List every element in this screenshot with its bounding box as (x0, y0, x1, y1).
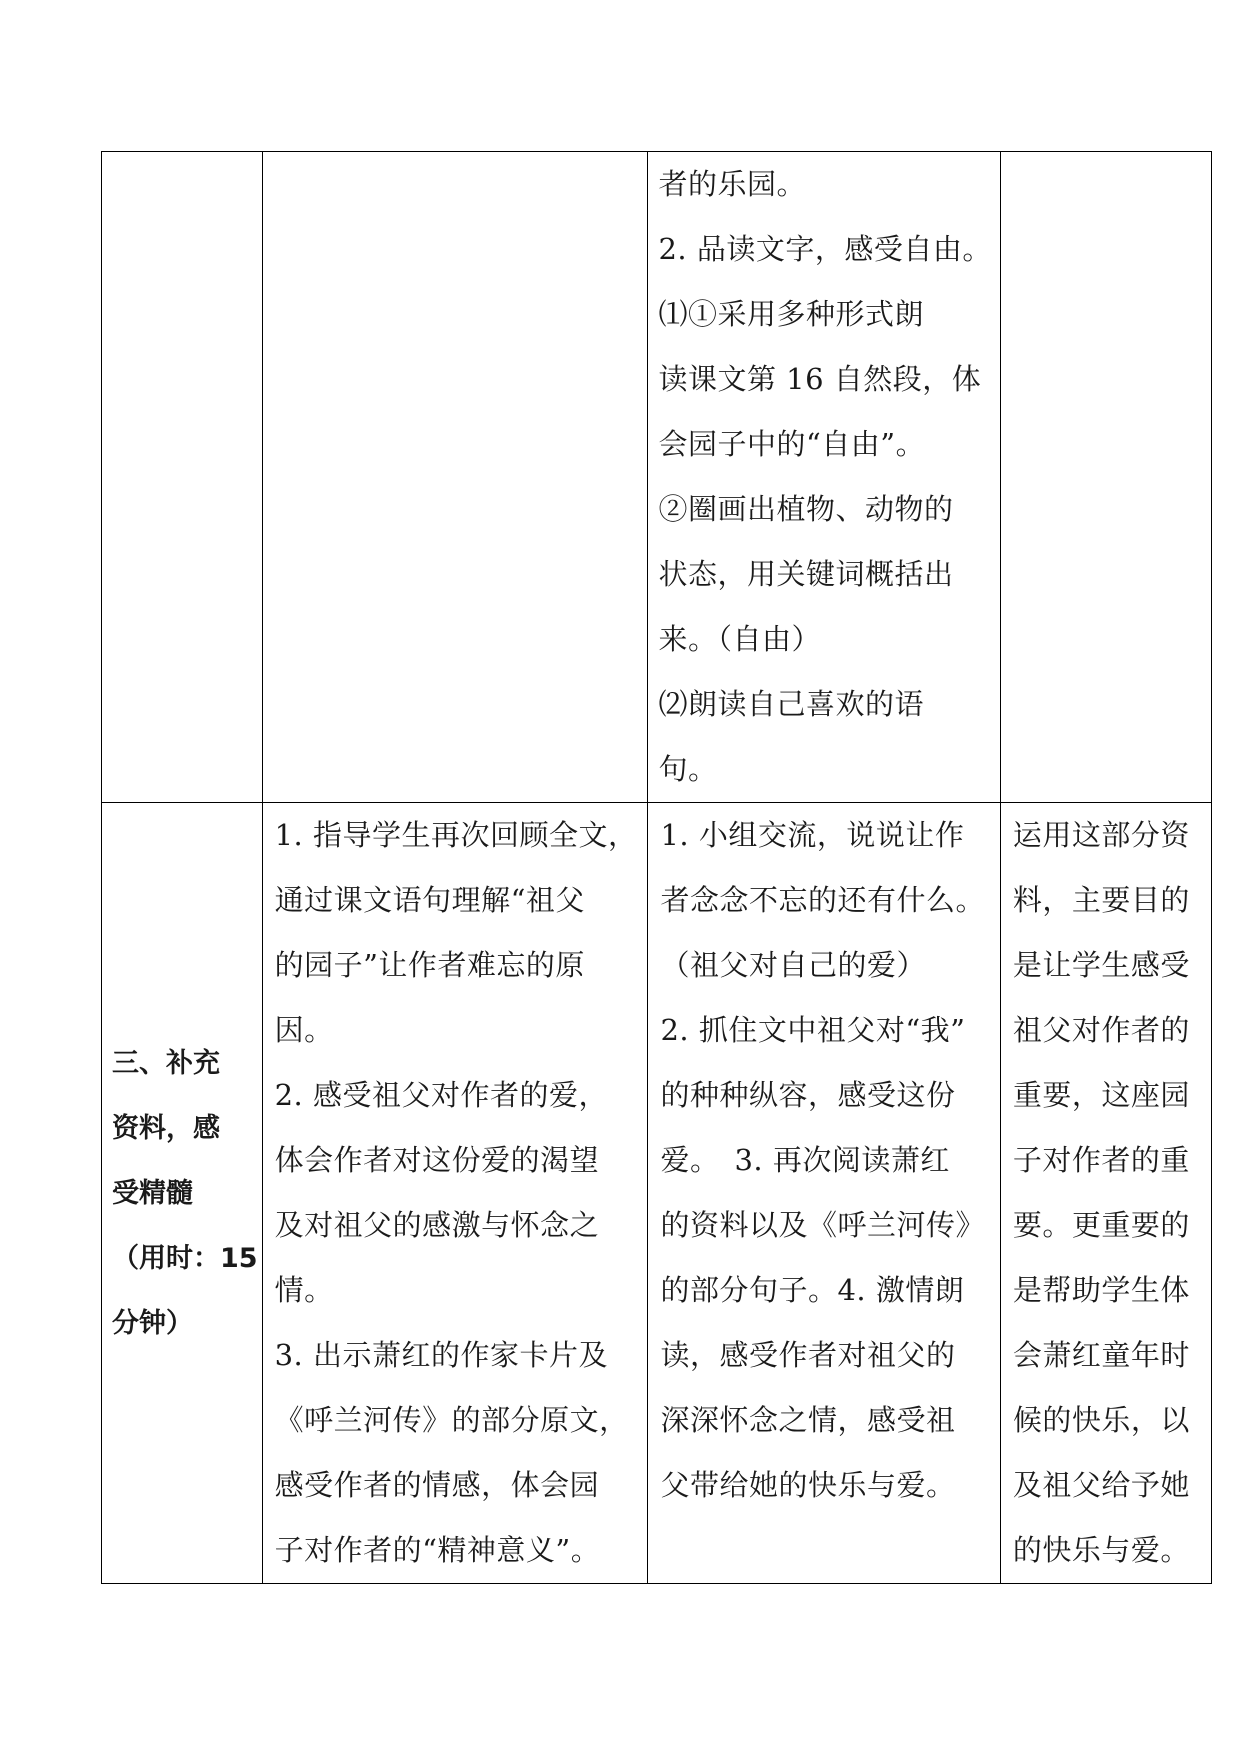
text-line: 重要，这座园 (1012, 1078, 1190, 1112)
text-line: 来。（自由） (658, 622, 821, 656)
text-line: 是让学生感受 (1012, 948, 1190, 982)
stage-title (102, 1031, 262, 1356)
text-line: 的部分句子。4. 激情朗 (660, 1273, 965, 1307)
stage-cell-empty (102, 152, 263, 803)
text-line: 情。 (274, 1273, 334, 1307)
text-line: 2. 抓住文中祖父对“我” (660, 1013, 966, 1047)
text-line: 爱。 3. 再次阅读萧红 (660, 1143, 950, 1177)
text-line: ⑴①采用多种形式朗 (658, 297, 924, 331)
text-line: 感受作者的情感，体会园 (274, 1468, 600, 1502)
table-row (102, 803, 1212, 1584)
text-line: ②圈画出植物、动物的 (658, 492, 954, 526)
text-line: ⑵朗读自己喜欢的语 (658, 687, 924, 721)
text-line: 会园子中的“自由”。 (658, 427, 926, 461)
text-line: 子对作者的重 (1012, 1143, 1190, 1177)
text-line: 因。 (274, 1013, 334, 1047)
text-line: 要。更重要的 (1012, 1208, 1190, 1242)
student-activity-cell (648, 152, 1000, 803)
text-line: 《呼兰河传》的部分原文， (274, 1403, 629, 1437)
text-line: 者念念不忘的还有什么。 (660, 883, 985, 917)
student-activity-text (648, 803, 999, 1518)
text-line: 料，主要目的 (1012, 883, 1190, 917)
text-line: 读课文第 16 自然段，体 (658, 362, 982, 396)
text-line: 的资料以及《呼兰河传》 (660, 1208, 985, 1242)
text-line: 会萧红童年时 (1012, 1338, 1190, 1372)
teacher-activity-text (263, 803, 648, 1583)
text-line: 的快乐与爱。 (1012, 1533, 1190, 1567)
table-row (102, 152, 1212, 803)
teacher-activity-cell (262, 803, 648, 1584)
text-line: 通过课文语句理解“祖父 (274, 883, 585, 917)
text-line: （祖父对自己的爱） (660, 948, 926, 982)
stage-title-line: 受精髓 (112, 1177, 193, 1209)
stage-title-line: 资料，感 (112, 1112, 220, 1144)
text-line: 状态，用关键词概括出 (658, 557, 954, 591)
text-line: 句。 (658, 752, 718, 786)
text-line: 1. 指导学生再次回顾全文， (274, 818, 638, 852)
stage-title-line: 分钟） (112, 1307, 193, 1339)
student-activity-cell (648, 803, 1000, 1584)
text-line: 的种种纵容，感受这份 (660, 1078, 956, 1112)
text-line: 3. 出示萧红的作家卡片及 (274, 1338, 608, 1372)
text-line: 2. 感受祖父对作者的爱， (274, 1078, 608, 1112)
text-line: 的园子”让作者难忘的原 (274, 948, 585, 982)
stage-title-line: （用时：15 (112, 1242, 258, 1274)
text-line: 祖父对作者的 (1012, 1013, 1190, 1047)
text-line: 深深怀念之情，感受祖 (660, 1403, 956, 1437)
text-line: 读，感受作者对祖父的 (660, 1338, 956, 1372)
design-intent-cell-empty (1000, 152, 1211, 803)
text-line: 及祖父给予她 (1012, 1468, 1190, 1502)
text-line: 候的快乐，以 (1012, 1403, 1190, 1437)
text-line: 子对作者的“精神意义”。 (274, 1533, 601, 1567)
design-intent-text (1001, 803, 1211, 1583)
stage-cell (102, 803, 263, 1584)
text-line: 1. 小组交流，说说让作 (660, 818, 965, 852)
text-line: 2. 品读文字，感受自由。 (658, 232, 992, 266)
text-line: 及对祖父的感激与怀念之 (274, 1208, 600, 1242)
text-line: 父带给她的快乐与爱。 (660, 1468, 956, 1502)
text-line: 者的乐园。 (658, 167, 806, 201)
text-line: 运用这部分资 (1012, 818, 1190, 852)
text-line: 体会作者对这份爱的渴望 (274, 1143, 600, 1177)
stage-title-line: 三、补充 (112, 1047, 220, 1079)
teacher-activity-cell-empty (262, 152, 648, 803)
text-line: 是帮助学生体 (1012, 1273, 1190, 1307)
lesson-plan-table (101, 151, 1212, 1584)
design-intent-cell (1000, 803, 1211, 1584)
student-activity-text (648, 152, 999, 802)
